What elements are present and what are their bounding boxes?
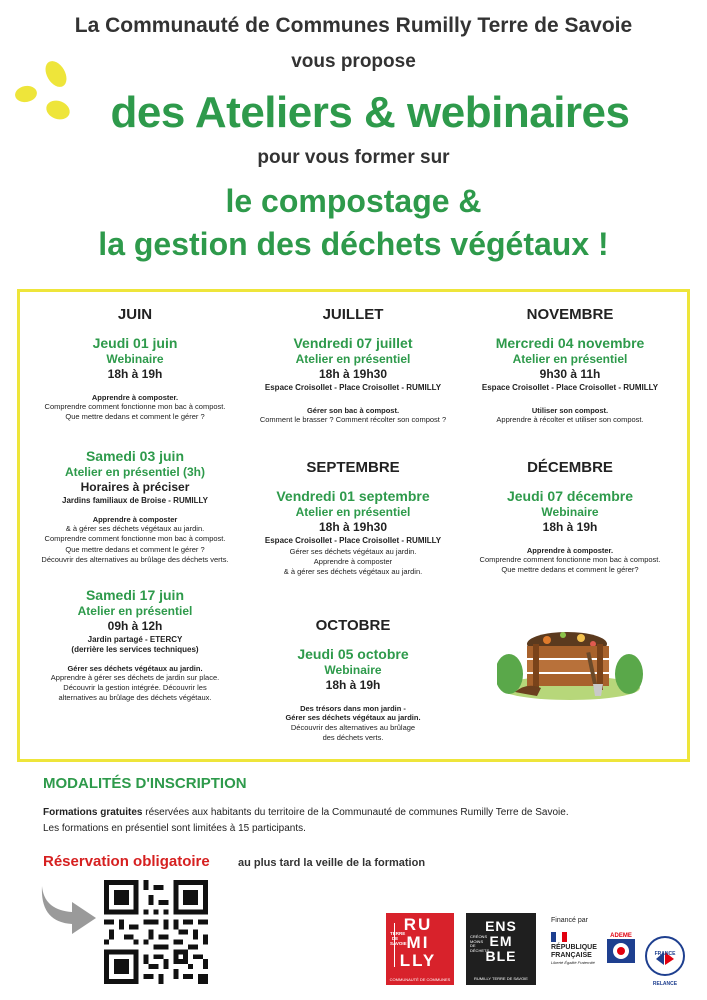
event-desc-line: Gérer ses déchets végétaux au jardin. (285, 713, 421, 722)
rumilly-logo-side: TERRE DE SAVOIE (390, 931, 407, 946)
event-time: 18h à 19h30 (318, 367, 388, 381)
column-juillet (240, 306, 466, 425)
event-place: Espace Croisollet - Place Croisollet - RUMILLY (264, 383, 442, 392)
event-place: Jardin partagé - ETERCY (87, 634, 183, 644)
republique-francaise-logo (551, 932, 597, 966)
month-heading: SEPTEMBRE (306, 459, 400, 476)
column-juin (22, 306, 248, 703)
column-decembre (457, 459, 683, 575)
republique-text: RÉPUBLIQUE FRANÇAISE (551, 944, 597, 959)
compost-bin-illustration (497, 622, 643, 702)
event-desc-line: alternatives au brûlage des déchets végétaux. (58, 693, 212, 702)
page-title: des Ateliers & webinaires (110, 88, 630, 137)
registration-line-1 (43, 805, 663, 821)
month-heading: JUIN (117, 306, 153, 323)
event-desc-line: Découvrir la gestion intégrée. Découvrir les (63, 682, 207, 692)
france-relance-logo (644, 935, 686, 987)
event-place: Espace Croisollet - Place Croisollet - RUMILLY (264, 536, 442, 545)
devise-text: Liberté Égalité Fraternité (551, 960, 595, 966)
ademe-logo (603, 933, 639, 977)
event-desc-title: Des trésors dans mon jardin - (300, 704, 406, 713)
event-desc-title: Utiliser son compost. (531, 406, 609, 415)
event-date: Vendredi 07 juillet (293, 335, 413, 351)
event-desc-line: Que mettre dedans et comment le gérer? (501, 565, 639, 575)
registration-line-2: Les formations en présentiel sont limitées à 15 participants. (43, 822, 306, 834)
ensemble-logo-sub: RUMILLY TERRE DE SAVOIE (474, 976, 528, 981)
event-desc-title: Gérer son bac à compost. (306, 406, 400, 415)
event-desc-line: Que mettre dedans et comment le gérer ? (65, 412, 205, 422)
header-proposes: vous propose (291, 51, 416, 72)
column-septembre (240, 459, 466, 577)
event-desc-line: Apprendre à composter (313, 557, 393, 567)
rumilly-logo (386, 913, 454, 985)
free-training-label: Formations gratuites (43, 807, 143, 818)
event-item (22, 448, 248, 565)
event-desc-line: Apprendre à gérer ses déchets de jardin sur place. (50, 672, 220, 682)
event-desc-line: & à gérer ses déchets végétaux au jardin. (283, 567, 423, 577)
event-place: Espace Croisollet - Place Croisollet - RUMILLY (481, 383, 659, 392)
header-subtitle: pour vous former sur (257, 147, 450, 168)
event-item (22, 587, 248, 703)
event-type: Atelier en présentiel (512, 352, 628, 366)
event-desc-line: Découvrir des alternatives au brûlage des déchets verts. (41, 554, 229, 564)
event-date: Jeudi 07 décembre (506, 488, 634, 504)
event-desc-line: Que mettre dedans et comment le gérer ? (65, 544, 205, 554)
event-desc-title: Gérer ses déchets végétaux au jardin. (67, 663, 203, 673)
ensemble-logo-side: CRÉONS MOINS DE DÉCHETS (470, 934, 490, 953)
header-organization: La Communauté de Communes Rumilly Terre de Savoie (74, 14, 633, 37)
france-relance-text: FRANCE RELANCE (652, 951, 678, 987)
event-place: Jardins familiaux de Broise - RUMILLY (62, 496, 208, 506)
event-place-detail: (derrière les services techniques) (71, 644, 199, 654)
registration-text (43, 805, 663, 836)
event-item (240, 646, 466, 743)
event-desc-line: Apprendre à récolter et utiliser son compost. (496, 415, 644, 424)
french-flag-icon (551, 932, 567, 942)
month-heading: OCTOBRE (315, 617, 391, 634)
event-date: Mercredi 04 novembre (495, 335, 645, 351)
event-item (240, 488, 466, 577)
event-item (457, 488, 683, 575)
event-date: Samedi 17 juin (85, 586, 185, 603)
event-desc-line: Comprendre comment fonctionne mon bac à compost. (44, 402, 226, 411)
event-date: Jeudi 05 octobre (297, 646, 409, 662)
event-item (240, 335, 466, 425)
event-type: Webinaire (541, 505, 599, 519)
event-desc-line: Découvrir des alternatives au brûlage (290, 723, 416, 733)
registration-eligibility: réservées aux habitants du territoire de la Communauté de communes Rumilly Terre de Savoie. (142, 807, 569, 818)
arrow-right-icon (38, 880, 102, 936)
event-time: 09h à 12h (107, 618, 163, 633)
event-time: 18h à 19h (325, 678, 381, 692)
ensemble-logo-text: ENS EM BLE (485, 918, 517, 964)
header-topic-2: la gestion des déchets végétaux ! (98, 226, 609, 262)
event-time: 18h à 19h (542, 520, 598, 534)
event-desc-title: Apprendre à composter. (91, 393, 179, 402)
event-desc-title: Apprendre à composter (92, 515, 178, 525)
event-desc-line: des déchets verts. (322, 733, 384, 743)
event-type: Atelier en présentiel (77, 603, 193, 618)
event-type: Atelier en présentiel (3h) (64, 465, 206, 480)
qr-code[interactable] (104, 880, 208, 984)
event-date: Samedi 03 juin (85, 448, 185, 465)
event-date: Vendredi 01 septembre (276, 488, 430, 504)
ensemble-logo (466, 913, 536, 985)
header-topic-1: le compostage & (225, 183, 482, 219)
event-type: Webinaire (324, 663, 382, 677)
event-time: 18h à 19h (107, 367, 163, 381)
funded-by-label: Financé par (551, 917, 588, 924)
event-desc-title: Apprendre à composter. (526, 546, 614, 555)
rumilly-logo-text: RU MI LLY (399, 915, 437, 970)
event-time: 9h30 à 11h (539, 367, 601, 381)
registration-heading: MODALITÉS D'INSCRIPTION (43, 775, 247, 792)
event-desc-line: Comment le brasser ? Comment récolter son compost ? (259, 415, 447, 424)
event-desc-line: & à gérer ses déchets végétaux au jardin. (65, 524, 205, 534)
month-heading: NOVEMBRE (526, 306, 614, 323)
event-item (457, 335, 683, 425)
event-time: Horaires à préciser (80, 480, 190, 495)
month-heading: DÉCEMBRE (527, 459, 613, 476)
reservation-deadline: au plus tard la veille de la formation (238, 857, 426, 869)
reservation-label: Réservation obligatoire (43, 853, 210, 870)
event-type: Webinaire (106, 352, 164, 366)
event-item (22, 335, 248, 422)
ademe-text: ADEME (610, 933, 632, 939)
event-desc-title: Gérer ses déchets végétaux au jardin. (289, 547, 417, 556)
event-type: Atelier en présentiel (295, 352, 411, 366)
event-time: 18h à 19h30 (318, 520, 388, 534)
event-desc-line: Comprendre comment fonctionne mon bac à compost. (479, 555, 661, 564)
event-date: Jeudi 01 juin (92, 335, 178, 351)
ademe-logo-mark (603, 933, 639, 977)
event-desc-line: Comprendre comment fonctionne mon bac à compost. (44, 534, 226, 544)
event-type: Atelier en présentiel (295, 505, 411, 519)
column-novembre (457, 306, 683, 425)
column-octobre (240, 617, 466, 743)
month-heading: JUILLET (322, 306, 384, 323)
rumilly-logo-sub: COMMUNAUTÉ DE COMMUNES (389, 977, 451, 982)
